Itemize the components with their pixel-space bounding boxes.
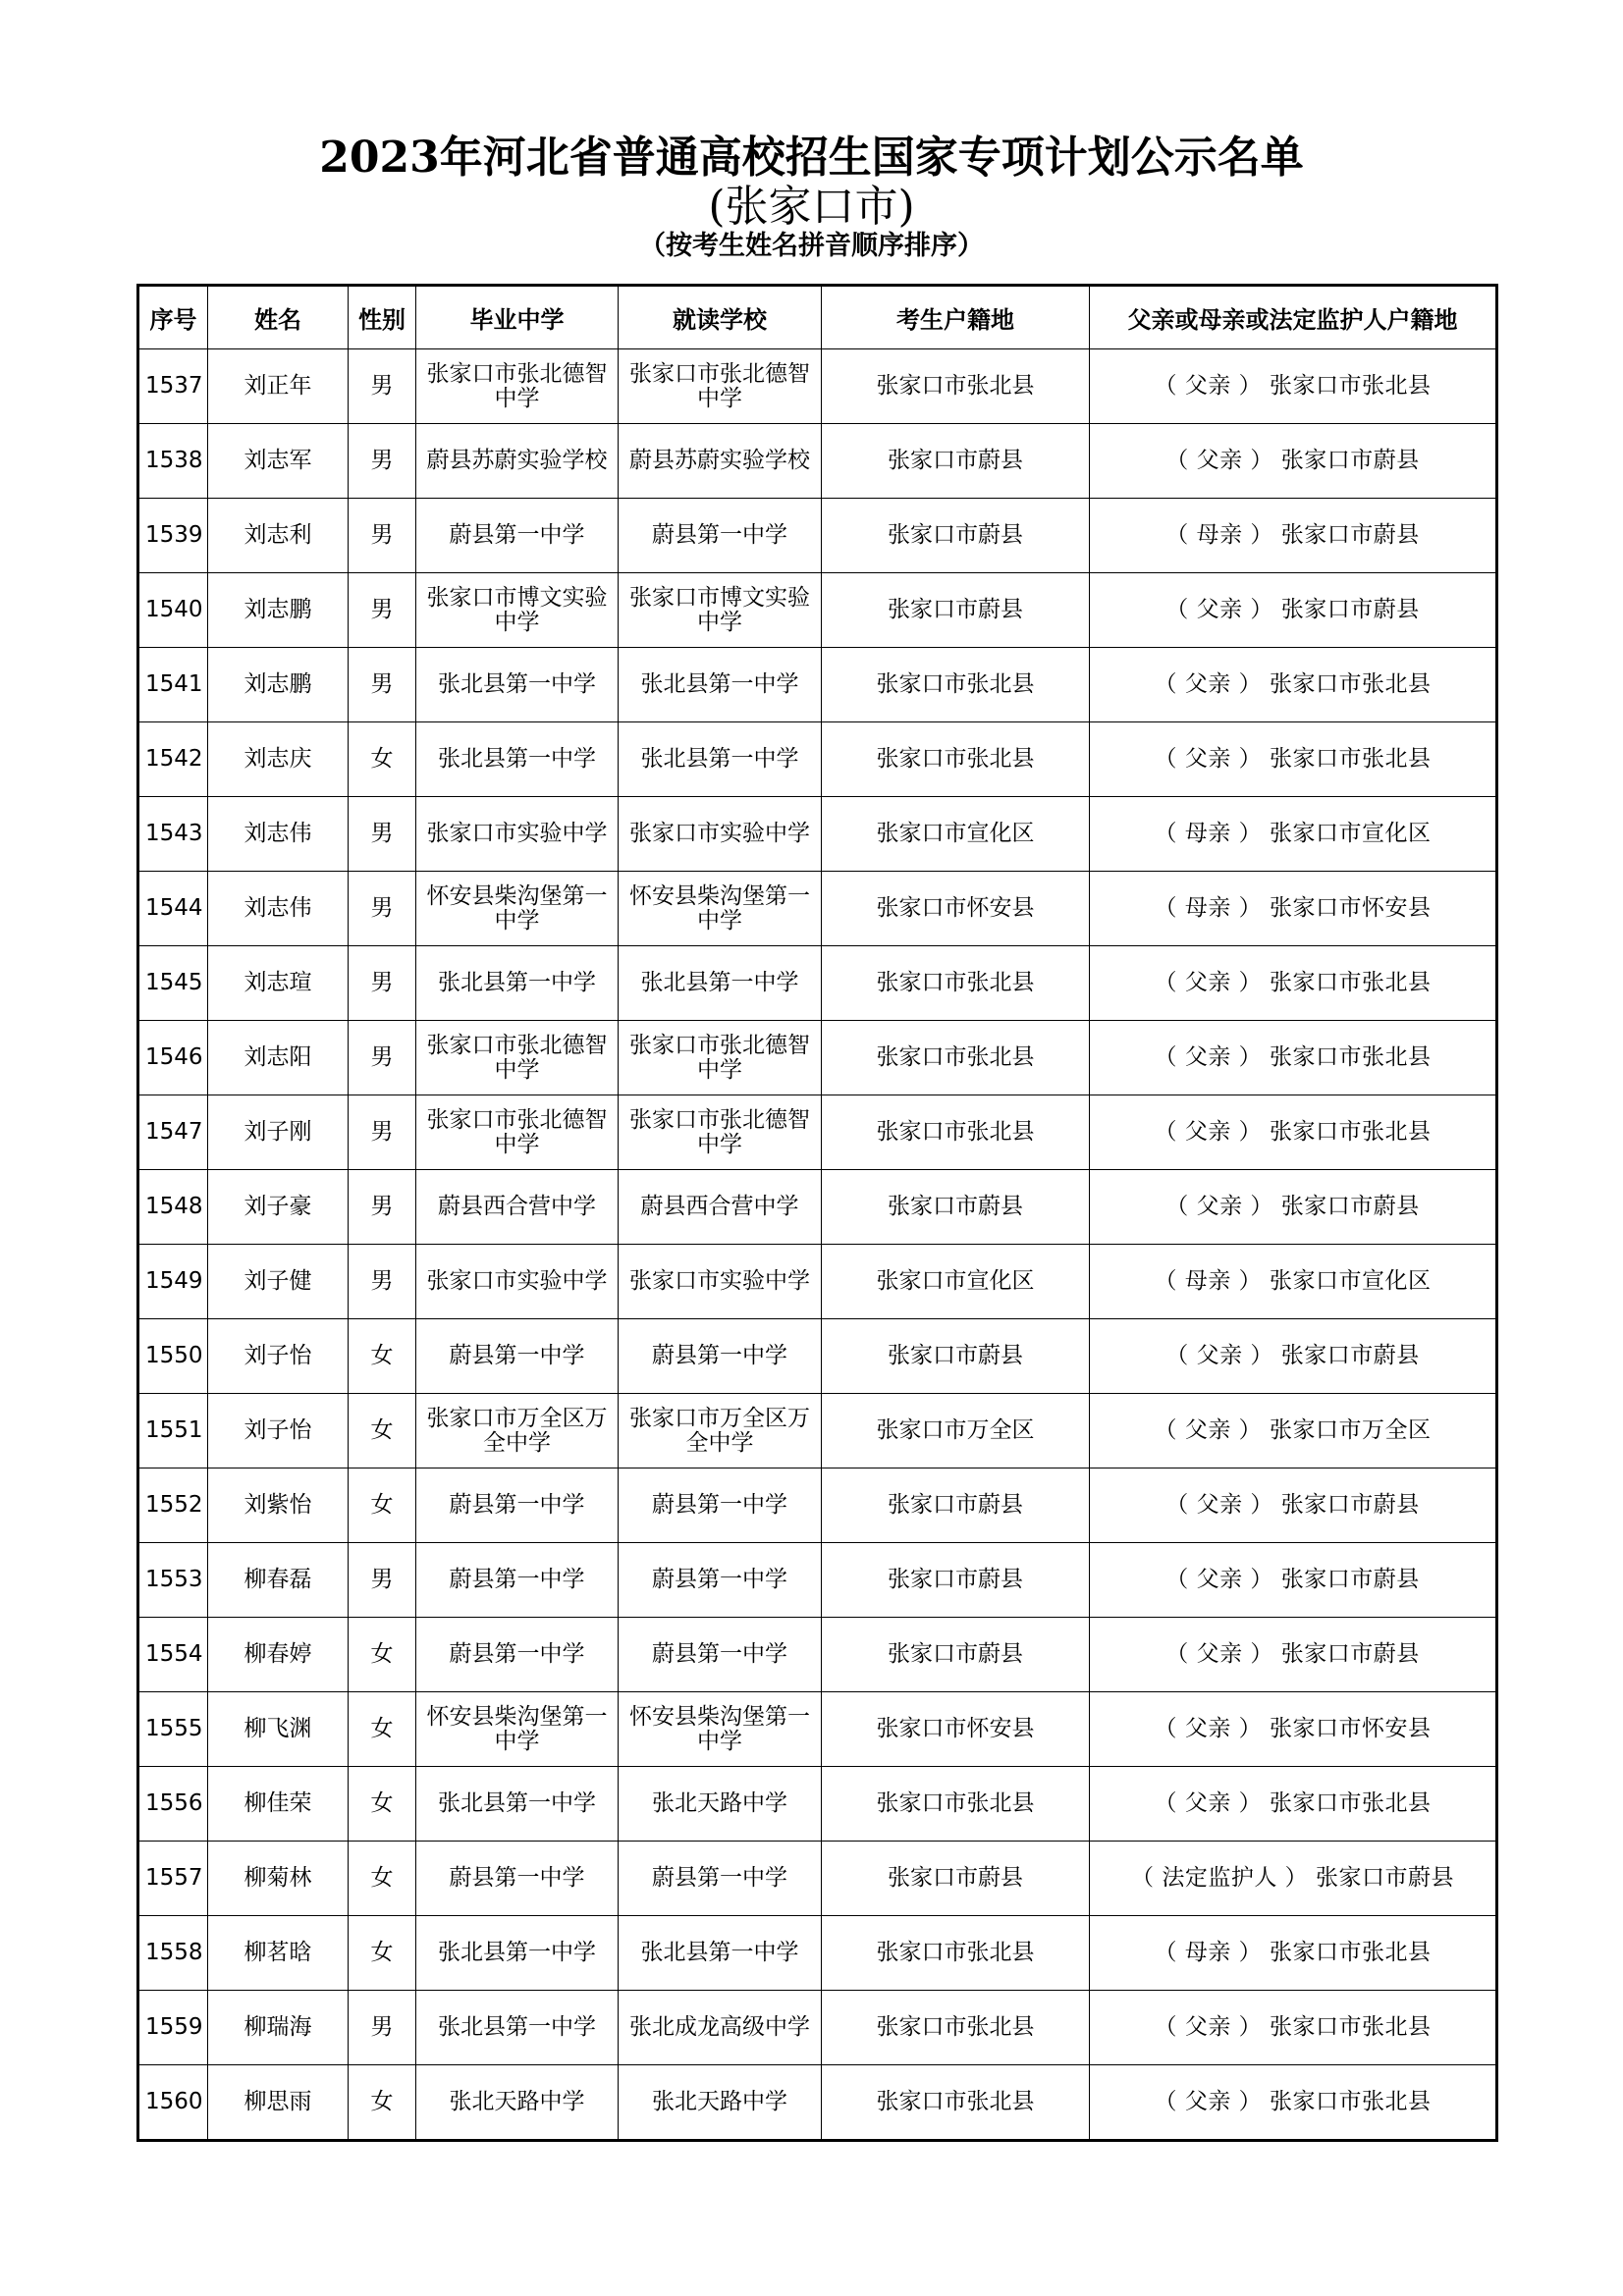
cell-graduation-school: 怀安县柴沟堡第一中学 (416, 1692, 619, 1767)
header-student-household: 考生户籍地 (822, 286, 1090, 349)
cell-current-school: 张北成龙高级中学 (619, 1991, 822, 2065)
cell-name: 刘志庆 (208, 722, 349, 797)
cell-student-household: 张家口市张北县 (822, 1095, 1090, 1170)
cell-guardian-household: （ 法定监护人 ） 张家口市蔚县 (1090, 1842, 1497, 1916)
cell-seq: 1551 (138, 1394, 208, 1468)
table-row (138, 648, 1497, 722)
table-row (138, 1916, 1497, 1991)
cell-student-household: 张家口市万全区 (822, 1394, 1090, 1468)
cell-guardian-household: （ 父亲 ） 张家口市张北县 (1090, 1767, 1497, 1842)
table-row (138, 872, 1497, 946)
cell-name: 柳佳荣 (208, 1767, 349, 1842)
cell-seq: 1553 (138, 1543, 208, 1618)
cell-graduation-school: 张北县第一中学 (416, 648, 619, 722)
table-row (138, 1842, 1497, 1916)
cell-current-school: 蔚县第一中学 (619, 1618, 822, 1692)
cell-current-school: 张家口市实验中学 (619, 797, 822, 872)
table-header-row (138, 286, 1497, 349)
table-row (138, 1095, 1497, 1170)
cell-gender: 男 (349, 349, 416, 424)
cell-current-school: 张北县第一中学 (619, 1916, 822, 1991)
cell-graduation-school: 蔚县第一中学 (416, 1468, 619, 1543)
cell-name: 刘志伟 (208, 797, 349, 872)
cell-current-school: 张北天路中学 (619, 2065, 822, 2141)
cell-current-school: 蔚县苏蔚实验学校 (619, 424, 822, 499)
cell-gender: 男 (349, 424, 416, 499)
cell-graduation-school: 张北县第一中学 (416, 946, 619, 1021)
cell-graduation-school: 蔚县第一中学 (416, 1842, 619, 1916)
cell-seq: 1542 (138, 722, 208, 797)
cell-current-school: 蔚县西合营中学 (619, 1170, 822, 1245)
cell-current-school: 蔚县第一中学 (619, 1319, 822, 1394)
table-row (138, 1394, 1497, 1468)
cell-graduation-school: 张家口市实验中学 (416, 797, 619, 872)
cell-student-household: 张家口市张北县 (822, 648, 1090, 722)
cell-name: 刘正年 (208, 349, 349, 424)
table-row (138, 1021, 1497, 1095)
header-name: 姓名 (208, 286, 349, 349)
cell-gender: 女 (349, 1842, 416, 1916)
cell-seq: 1541 (138, 648, 208, 722)
cell-guardian-household: （ 母亲 ） 张家口市怀安县 (1090, 872, 1497, 946)
table-row (138, 349, 1497, 424)
document-subtitle-city: (张家口市) (708, 182, 915, 232)
table-row (138, 424, 1497, 499)
cell-gender: 男 (349, 1021, 416, 1095)
cell-graduation-school: 张北县第一中学 (416, 1916, 619, 1991)
cell-name: 刘紫怡 (208, 1468, 349, 1543)
cell-name: 刘子怡 (208, 1319, 349, 1394)
cell-name: 刘志伟 (208, 872, 349, 946)
cell-gender: 女 (349, 722, 416, 797)
table-row (138, 1692, 1497, 1767)
cell-guardian-household: （ 父亲 ） 张家口市蔚县 (1090, 424, 1497, 499)
table-body (138, 349, 1497, 2141)
cell-gender: 女 (349, 1916, 416, 1991)
cell-guardian-household: （ 父亲 ） 张家口市蔚县 (1090, 1170, 1497, 1245)
cell-graduation-school: 蔚县苏蔚实验学校 (416, 424, 619, 499)
cell-gender: 男 (349, 648, 416, 722)
cell-guardian-household: （ 父亲 ） 张家口市蔚县 (1090, 573, 1497, 648)
cell-current-school: 怀安县柴沟堡第一中学 (619, 1692, 822, 1767)
cell-gender: 男 (349, 1245, 416, 1319)
cell-graduation-school: 张家口市张北德智中学 (416, 349, 619, 424)
cell-graduation-school: 蔚县第一中学 (416, 1618, 619, 1692)
cell-name: 刘志军 (208, 424, 349, 499)
cell-gender: 女 (349, 1319, 416, 1394)
cell-seq: 1559 (138, 1991, 208, 2065)
cell-guardian-household: （ 父亲 ） 张家口市张北县 (1090, 1991, 1497, 2065)
admission-roster-table (136, 284, 1498, 2142)
cell-guardian-household: （ 父亲 ） 张家口市蔚县 (1090, 1618, 1497, 1692)
cell-student-household: 张家口市张北县 (822, 349, 1090, 424)
cell-student-household: 张家口市张北县 (822, 2065, 1090, 2141)
cell-graduation-school: 张北县第一中学 (416, 1991, 619, 2065)
table-row (138, 573, 1497, 648)
cell-student-household: 张家口市宣化区 (822, 797, 1090, 872)
cell-current-school: 张北县第一中学 (619, 648, 822, 722)
cell-guardian-household: （ 父亲 ） 张家口市万全区 (1090, 1394, 1497, 1468)
cell-seq: 1539 (138, 499, 208, 573)
table-row (138, 722, 1497, 797)
cell-guardian-household: （ 父亲 ） 张家口市怀安县 (1090, 1692, 1497, 1767)
cell-graduation-school: 张家口市博文实验中学 (416, 573, 619, 648)
cell-name: 刘子豪 (208, 1170, 349, 1245)
cell-seq: 1544 (138, 872, 208, 946)
cell-gender: 女 (349, 2065, 416, 2141)
cell-guardian-household: （ 父亲 ） 张家口市张北县 (1090, 2065, 1497, 2141)
cell-name: 刘志瑄 (208, 946, 349, 1021)
table-row (138, 797, 1497, 872)
cell-guardian-household: （ 父亲 ） 张家口市蔚县 (1090, 1319, 1497, 1394)
cell-seq: 1546 (138, 1021, 208, 1095)
cell-gender: 男 (349, 1543, 416, 1618)
cell-gender: 女 (349, 1692, 416, 1767)
cell-guardian-household: （ 母亲 ） 张家口市宣化区 (1090, 797, 1497, 872)
cell-seq: 1543 (138, 797, 208, 872)
cell-guardian-household: （ 父亲 ） 张家口市张北县 (1090, 1095, 1497, 1170)
cell-student-household: 张家口市蔚县 (822, 499, 1090, 573)
cell-student-household: 张家口市蔚县 (822, 1319, 1090, 1394)
cell-current-school: 怀安县柴沟堡第一中学 (619, 872, 822, 946)
cell-student-household: 张家口市蔚县 (822, 573, 1090, 648)
cell-current-school: 张家口市万全区万全中学 (619, 1394, 822, 1468)
cell-guardian-household: （ 父亲 ） 张家口市张北县 (1090, 1021, 1497, 1095)
cell-seq: 1557 (138, 1842, 208, 1916)
table-row (138, 1991, 1497, 2065)
cell-name: 刘志鹏 (208, 648, 349, 722)
cell-student-household: 张家口市张北县 (822, 1021, 1090, 1095)
cell-graduation-school: 张家口市张北德智中学 (416, 1021, 619, 1095)
cell-seq: 1550 (138, 1319, 208, 1394)
cell-current-school: 张家口市张北德智中学 (619, 1095, 822, 1170)
cell-name: 柳春婷 (208, 1618, 349, 1692)
header-guardian-household: 父亲或母亲或法定监护人户籍地 (1090, 286, 1497, 349)
cell-guardian-household: （ 父亲 ） 张家口市张北县 (1090, 722, 1497, 797)
cell-gender: 女 (349, 1618, 416, 1692)
table-row (138, 946, 1497, 1021)
cell-student-household: 张家口市张北县 (822, 946, 1090, 1021)
cell-gender: 男 (349, 1170, 416, 1245)
cell-name: 刘志利 (208, 499, 349, 573)
table-row (138, 2065, 1497, 2141)
cell-seq: 1558 (138, 1916, 208, 1991)
cell-student-household: 张家口市蔚县 (822, 424, 1090, 499)
cell-seq: 1548 (138, 1170, 208, 1245)
cell-gender: 男 (349, 946, 416, 1021)
cell-current-school: 蔚县第一中学 (619, 1468, 822, 1543)
header-gender: 性别 (349, 286, 416, 349)
cell-graduation-school: 张家口市张北德智中学 (416, 1095, 619, 1170)
table-row (138, 1618, 1497, 1692)
cell-student-household: 张家口市蔚县 (822, 1543, 1090, 1618)
cell-graduation-school: 蔚县第一中学 (416, 1543, 619, 1618)
cell-student-household: 张家口市张北县 (822, 1916, 1090, 1991)
cell-name: 柳春磊 (208, 1543, 349, 1618)
cell-name: 柳思雨 (208, 2065, 349, 2141)
cell-gender: 男 (349, 797, 416, 872)
cell-student-household: 张家口市怀安县 (822, 1692, 1090, 1767)
cell-student-household: 张家口市张北县 (822, 1991, 1090, 2065)
cell-seq: 1549 (138, 1245, 208, 1319)
cell-graduation-school: 张北县第一中学 (416, 1767, 619, 1842)
cell-student-household: 张家口市蔚县 (822, 1842, 1090, 1916)
cell-name: 柳菊林 (208, 1842, 349, 1916)
table-row (138, 1468, 1497, 1543)
cell-current-school: 张家口市博文实验中学 (619, 573, 822, 648)
cell-seq: 1556 (138, 1767, 208, 1842)
cell-gender: 男 (349, 872, 416, 946)
header-current-school: 就读学校 (619, 286, 822, 349)
cell-current-school: 张北县第一中学 (619, 722, 822, 797)
cell-student-household: 张家口市蔚县 (822, 1170, 1090, 1245)
cell-name: 刘子怡 (208, 1394, 349, 1468)
cell-current-school: 蔚县第一中学 (619, 1842, 822, 1916)
cell-student-household: 张家口市张北县 (822, 1767, 1090, 1842)
cell-name: 柳瑞海 (208, 1991, 349, 2065)
cell-student-household: 张家口市蔚县 (822, 1468, 1090, 1543)
cell-guardian-household: （ 父亲 ） 张家口市张北县 (1090, 349, 1497, 424)
table-row (138, 1767, 1497, 1842)
cell-student-household: 张家口市宣化区 (822, 1245, 1090, 1319)
header-graduation-school: 毕业中学 (416, 286, 619, 349)
cell-current-school: 张家口市实验中学 (619, 1245, 822, 1319)
cell-graduation-school: 怀安县柴沟堡第一中学 (416, 872, 619, 946)
cell-name: 柳茗晗 (208, 1916, 349, 1991)
cell-graduation-school: 蔚县第一中学 (416, 499, 619, 573)
cell-current-school: 张北天路中学 (619, 1767, 822, 1842)
cell-guardian-household: （ 父亲 ） 张家口市蔚县 (1090, 1468, 1497, 1543)
cell-seq: 1554 (138, 1618, 208, 1692)
cell-guardian-household: （ 母亲 ） 张家口市张北县 (1090, 1916, 1497, 1991)
cell-seq: 1560 (138, 2065, 208, 2141)
cell-seq: 1538 (138, 424, 208, 499)
cell-seq: 1540 (138, 573, 208, 648)
cell-gender: 男 (349, 499, 416, 573)
cell-current-school: 蔚县第一中学 (619, 499, 822, 573)
cell-gender: 女 (349, 1394, 416, 1468)
cell-student-household: 张家口市张北县 (822, 722, 1090, 797)
cell-graduation-school: 张北天路中学 (416, 2065, 619, 2141)
cell-graduation-school: 蔚县西合营中学 (416, 1170, 619, 1245)
cell-student-household: 张家口市蔚县 (822, 1618, 1090, 1692)
cell-name: 刘子健 (208, 1245, 349, 1319)
cell-graduation-school: 张家口市实验中学 (416, 1245, 619, 1319)
table-row (138, 1170, 1497, 1245)
cell-gender: 女 (349, 1767, 416, 1842)
cell-graduation-school: 张家口市万全区万全中学 (416, 1394, 619, 1468)
header-seq: 序号 (138, 286, 208, 349)
cell-gender: 男 (349, 1095, 416, 1170)
cell-guardian-household: （ 母亲 ） 张家口市宣化区 (1090, 1245, 1497, 1319)
cell-name: 刘志鹏 (208, 573, 349, 648)
cell-current-school: 蔚县第一中学 (619, 1543, 822, 1618)
cell-graduation-school: 蔚县第一中学 (416, 1319, 619, 1394)
cell-seq: 1547 (138, 1095, 208, 1170)
cell-current-school: 张家口市张北德智中学 (619, 349, 822, 424)
table-row (138, 1245, 1497, 1319)
cell-gender: 男 (349, 573, 416, 648)
cell-student-household: 张家口市怀安县 (822, 872, 1090, 946)
cell-seq: 1552 (138, 1468, 208, 1543)
cell-name: 柳飞渊 (208, 1692, 349, 1767)
cell-name: 刘志阳 (208, 1021, 349, 1095)
cell-guardian-household: （ 父亲 ） 张家口市张北县 (1090, 946, 1497, 1021)
table-row (138, 1543, 1497, 1618)
table-row (138, 1319, 1497, 1394)
cell-seq: 1555 (138, 1692, 208, 1767)
cell-name: 刘子刚 (208, 1095, 349, 1170)
document-title: 2023年河北省普通高校招生国家专项计划公示名单 (319, 133, 1304, 183)
document-sort-note: （按考生姓名拼音顺序排序） (639, 231, 984, 261)
cell-seq: 1537 (138, 349, 208, 424)
cell-current-school: 张北县第一中学 (619, 946, 822, 1021)
cell-gender: 女 (349, 1468, 416, 1543)
cell-current-school: 张家口市张北德智中学 (619, 1021, 822, 1095)
cell-guardian-household: （ 母亲 ） 张家口市蔚县 (1090, 499, 1497, 573)
cell-seq: 1545 (138, 946, 208, 1021)
cell-graduation-school: 张北县第一中学 (416, 722, 619, 797)
cell-gender: 男 (349, 1991, 416, 2065)
cell-guardian-household: （ 父亲 ） 张家口市张北县 (1090, 648, 1497, 722)
table-row (138, 499, 1497, 573)
cell-guardian-household: （ 父亲 ） 张家口市蔚县 (1090, 1543, 1497, 1618)
